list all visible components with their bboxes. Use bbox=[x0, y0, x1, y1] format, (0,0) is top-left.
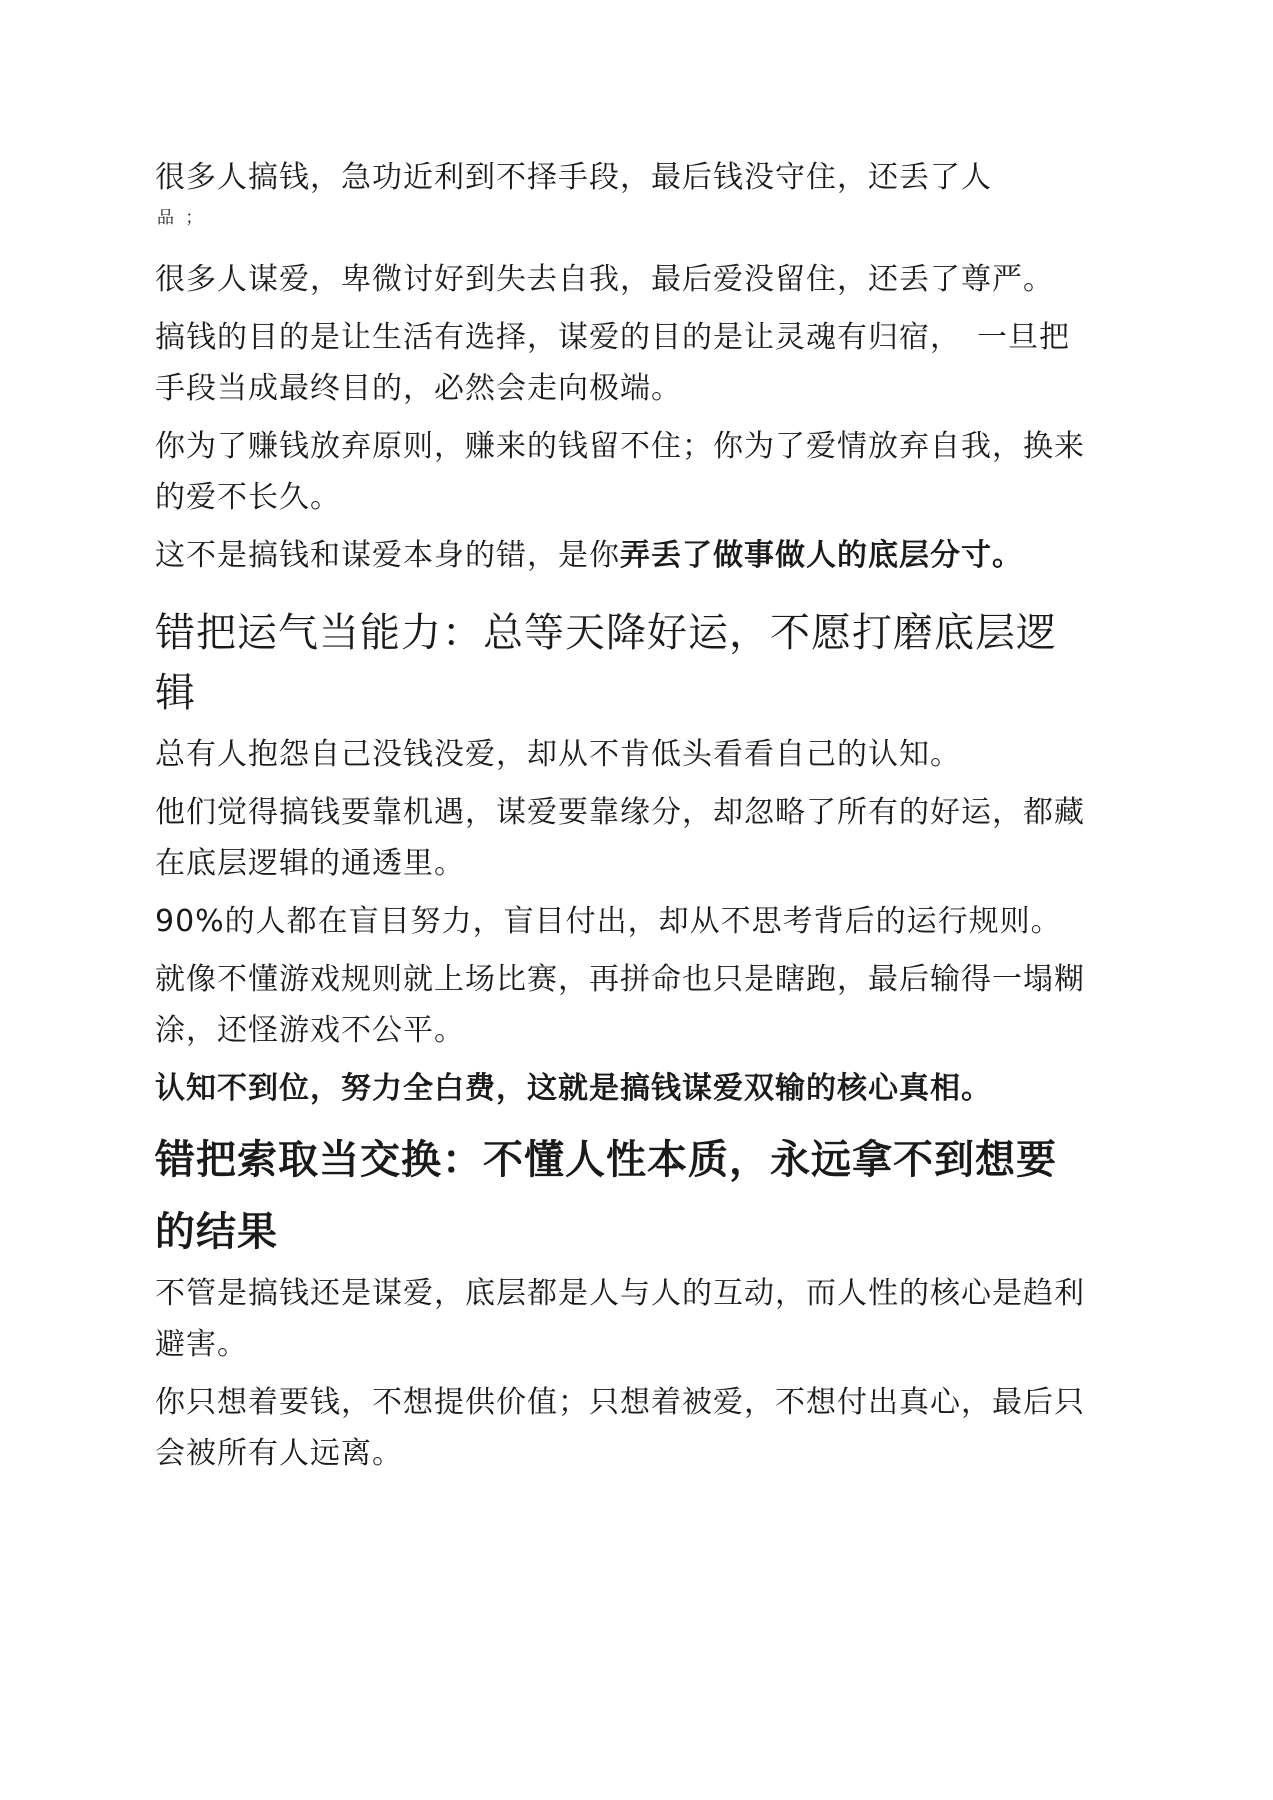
paragraph: 总有人抱怨自己没钱没爱，却从不肯低头看看自己的认知。 bbox=[155, 737, 961, 772]
emphasis-text: 弄丢了做事做人的底层分寸。 bbox=[620, 538, 1023, 573]
paragraph: 他们觉得搞钱要靠机遇，谋爱要靠缘分，却忽略了所有的好运，都藏在底层逻辑的通透里。 bbox=[155, 795, 1085, 881]
section-heading: 错把索取当交换：不懂人性本质，永远拿不到想要的结果 bbox=[155, 1137, 1057, 1255]
article-body bbox=[155, 152, 1095, 1486]
paragraph: 不管是搞钱还是谋爱，底层都是人与人的互动，而人性的核心是趋利避害。 bbox=[155, 1276, 1085, 1362]
section-heading: 错把运气当能力：总等天降好运，不愿打磨底层逻辑 bbox=[155, 610, 1057, 716]
emphasis-paragraph: 认知不到位，努力全白费，这就是搞钱谋爱双输的核心真相。 bbox=[155, 1071, 992, 1106]
paragraph: 搞钱的目的是让生活有选择，谋爱的目的是让灵魂有归宿， 一旦把手段当成最终目的，必然会走向极端。 bbox=[155, 320, 1070, 406]
paragraph: 就像不懂游戏规则就上场比赛，再拼命也只是瞎跑，最后输得一塌糊涂，还怪游戏不公平。 bbox=[155, 962, 1085, 1048]
paragraph: 很多人谋爱，卑微讨好到失去自我，最后爱没留住，还丢了尊严。 bbox=[155, 262, 1054, 297]
paragraph-text: 这不是搞钱和谋爱本身的错，是你 bbox=[155, 538, 620, 573]
paragraph bbox=[155, 530, 1095, 581]
paragraph: 很多人搞钱，急功近利到不择手段，最后钱没守住，还丢了人 bbox=[155, 160, 992, 195]
paragraph-tail: 品 ； bbox=[157, 208, 206, 228]
paragraph: 90%的人都在盲目努力，盲目付出，却从不思考背后的运行规则。 bbox=[155, 904, 1062, 939]
paragraph: 你只想着要钱，不想提供价值；只想着被爱，不想付出真心，最后只会被所有人远离。 bbox=[155, 1385, 1085, 1471]
paragraph: 你为了赚钱放弃原则，赚来的钱留不住；你为了爱情放弃自我，换来的爱不长久。 bbox=[155, 429, 1085, 515]
